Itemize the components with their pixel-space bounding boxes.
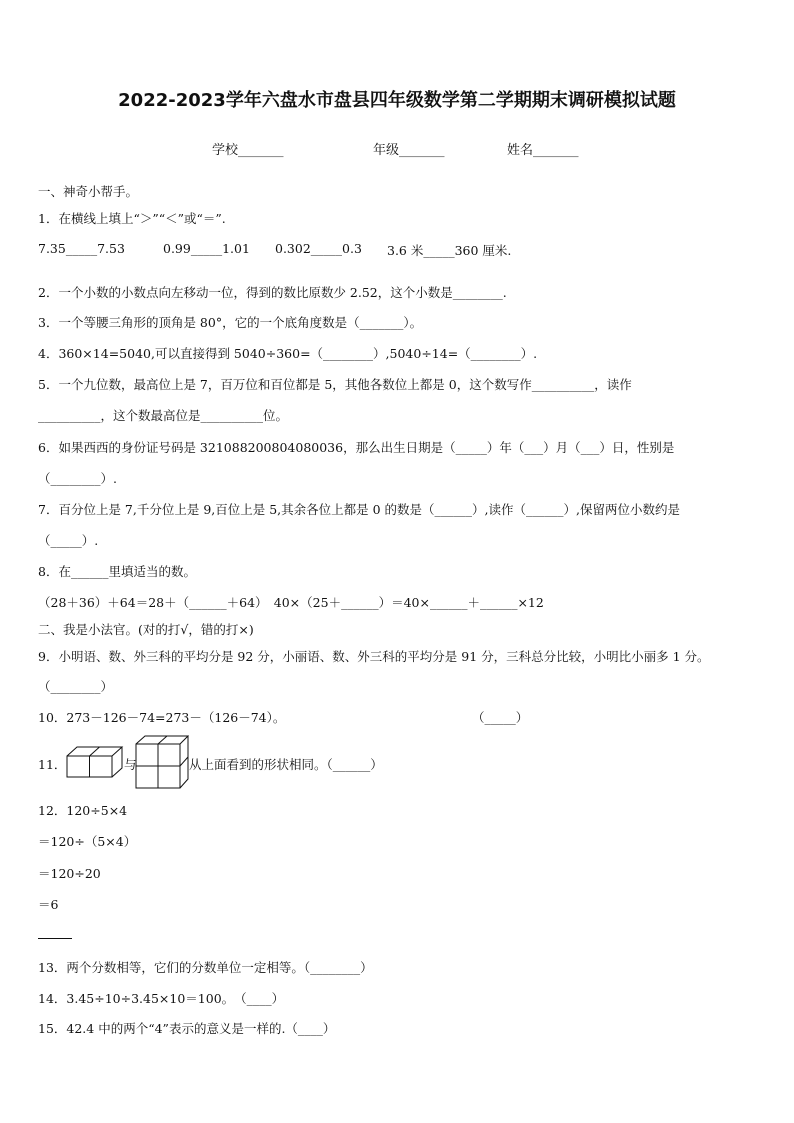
question-9-line-2: （________） xyxy=(38,679,114,694)
question-12-line-1: 12．120÷5×4 xyxy=(38,803,128,818)
question-13: 13．两个分数相等，它们的分数单位一定相等。（________） xyxy=(38,960,373,975)
grade-field[interactable]: 年级_______ xyxy=(373,143,445,158)
section-1-heading: 一、神奇小帮手。 xyxy=(38,184,139,199)
question-12-line-2: ＝120÷（5×4） xyxy=(38,834,137,849)
question-6-line-1: 6．如果西西的身份证号码是 321088200804080036，那么出生日期是（_____）年（___）月（___）日，性别是 xyxy=(38,440,675,455)
q1-item-1[interactable]: 7.35_____7.53 xyxy=(38,241,125,256)
question-8-expression: （28＋36）＋64＝28＋（______＋64） 40×（25＋______）＝40×______＋______×12 xyxy=(38,595,544,610)
question-12-answer-blank[interactable] xyxy=(38,937,72,939)
question-1: 1．在横线上填上“＞”“＜”或“＝”. xyxy=(38,211,226,226)
question-10: 10．273－126－74=273－（126－74）。 xyxy=(38,710,286,725)
question-10-answer-blank[interactable]: （_____） xyxy=(472,710,529,725)
school-field[interactable]: 学校_______ xyxy=(212,143,284,158)
question-9-line-1: 9．小明语、数、外三科的平均分是 92 分，小丽语、数、外三科的平均分是 91 分，三科总分比较，小明比小丽多 1 分。 xyxy=(38,649,710,664)
question-8: 8．在______里填适当的数。 xyxy=(38,564,196,579)
question-15: 15．42.4 中的两个“4”表示的意义是一样的.（____） xyxy=(38,1021,336,1036)
question-4: 4．360×14=5040,可以直接得到 5040÷360=（________）,5040÷14=（________）. xyxy=(38,346,538,361)
question-12-line-4: ＝6 xyxy=(38,897,59,912)
question-14: 14．3.45÷10÷3.45×10＝100。 （____） xyxy=(38,991,285,1006)
section-2-heading: 二、我是小法官。(对的打√，错的打×) xyxy=(38,622,254,637)
question-12-line-3: ＝120÷20 xyxy=(38,866,101,881)
page-title: 2022-2023学年六盘水市盘县四年级数学第二学期期末调研模拟试题 xyxy=(118,90,676,111)
q1-item-3[interactable]: 0.302_____0.3 xyxy=(275,241,362,256)
question-11-number: 11． xyxy=(38,757,67,772)
q1-item-4[interactable]: 3.6 米_____360 厘米. xyxy=(387,243,512,258)
question-11-with: 与 xyxy=(124,757,137,772)
question-11-text: 从上面看到的形状相同。（______） xyxy=(189,757,383,772)
question-7-line-2: （_____）. xyxy=(38,533,99,548)
cube-figure-1 xyxy=(66,746,124,778)
question-6-line-2: （________）. xyxy=(38,471,117,486)
name-field[interactable]: 姓名_______ xyxy=(507,143,579,158)
question-5-line-1: 5．一个九位数，最高位上是 7，百万位和百位都是 5，其他各数位上都是 0，这个数写作__________，读作 xyxy=(38,377,632,392)
question-3: 3．一个等腰三角形的顶角是 80°，它的一个底角度数是（_______）。 xyxy=(38,315,423,330)
cube-figure-2 xyxy=(135,735,189,789)
question-2: 2．一个小数的小数点向左移动一位，得到的数比原数少 2.52，这个小数是________. xyxy=(38,285,507,300)
q1-item-2[interactable]: 0.99_____1.01 xyxy=(163,241,250,256)
question-5-line-2: __________，这个数最高位是__________位。 xyxy=(38,408,289,423)
question-7-line-1: 7．百分位上是 7,千分位上是 9,百位上是 5,其余各位上都是 0 的数是（______）,读作（______）,保留两位小数约是 xyxy=(38,502,681,517)
